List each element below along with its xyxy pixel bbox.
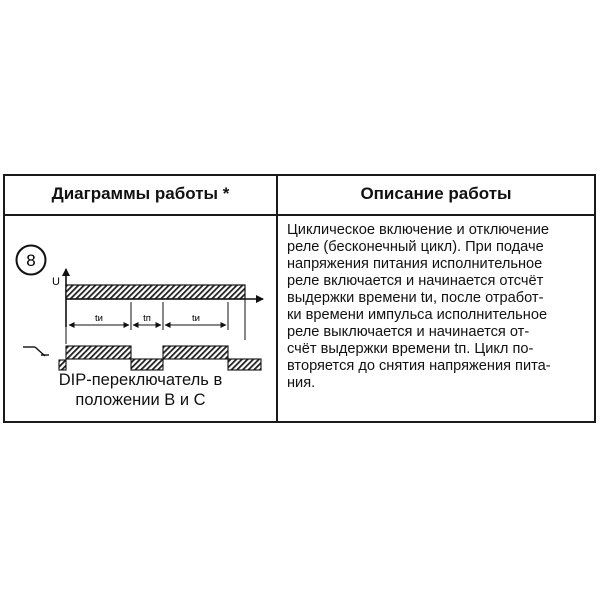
description-line: ния. bbox=[287, 375, 316, 391]
description-line: реле выключается и начинается от- bbox=[287, 324, 530, 340]
operation-table bbox=[3, 174, 596, 423]
description-line: выдержки времени tи, после отработ- bbox=[287, 290, 544, 306]
description-line: счёт выдержки времени tп. Цикл по- bbox=[287, 341, 534, 357]
description-line: ки времени импульса исполнительное bbox=[287, 307, 548, 323]
interval-guides bbox=[66, 299, 245, 344]
interval-label-ti-2: tи bbox=[192, 313, 200, 324]
header-diagrams: Диаграммы работы * bbox=[51, 184, 230, 203]
description-line: Циклическое включение и отключение bbox=[287, 222, 549, 238]
description-line: напряжения питания исполнительное bbox=[287, 256, 543, 272]
description-line: вторяется до снятия напряжения пита- bbox=[287, 358, 551, 374]
header-description: Описание работы bbox=[360, 184, 512, 203]
timing-diagram-svg bbox=[5, 216, 276, 376]
interval-label-tp: tп bbox=[143, 313, 151, 324]
operation-description bbox=[287, 222, 587, 392]
caption-line: положении В и С bbox=[75, 391, 206, 409]
relay-contact-symbol bbox=[23, 347, 49, 356]
dip-switch-caption bbox=[5, 370, 276, 410]
caption-line: DIP-переключатель в bbox=[58, 371, 223, 389]
interval-label-ti-1: tи bbox=[95, 313, 103, 324]
mode-number-badge bbox=[17, 246, 46, 275]
u-axis-label: U bbox=[52, 276, 60, 288]
description-line: реле включается и начинается отсчёт bbox=[287, 273, 544, 289]
timing-diagram bbox=[5, 216, 276, 376]
mode-number: 8 bbox=[26, 251, 36, 270]
column-divider bbox=[276, 176, 278, 421]
relay-output-signal bbox=[59, 346, 261, 370]
table-header-row bbox=[5, 176, 594, 216]
supply-voltage-bar bbox=[66, 285, 245, 299]
description-line: реле (бесконечный цикл). При подаче bbox=[287, 239, 544, 255]
